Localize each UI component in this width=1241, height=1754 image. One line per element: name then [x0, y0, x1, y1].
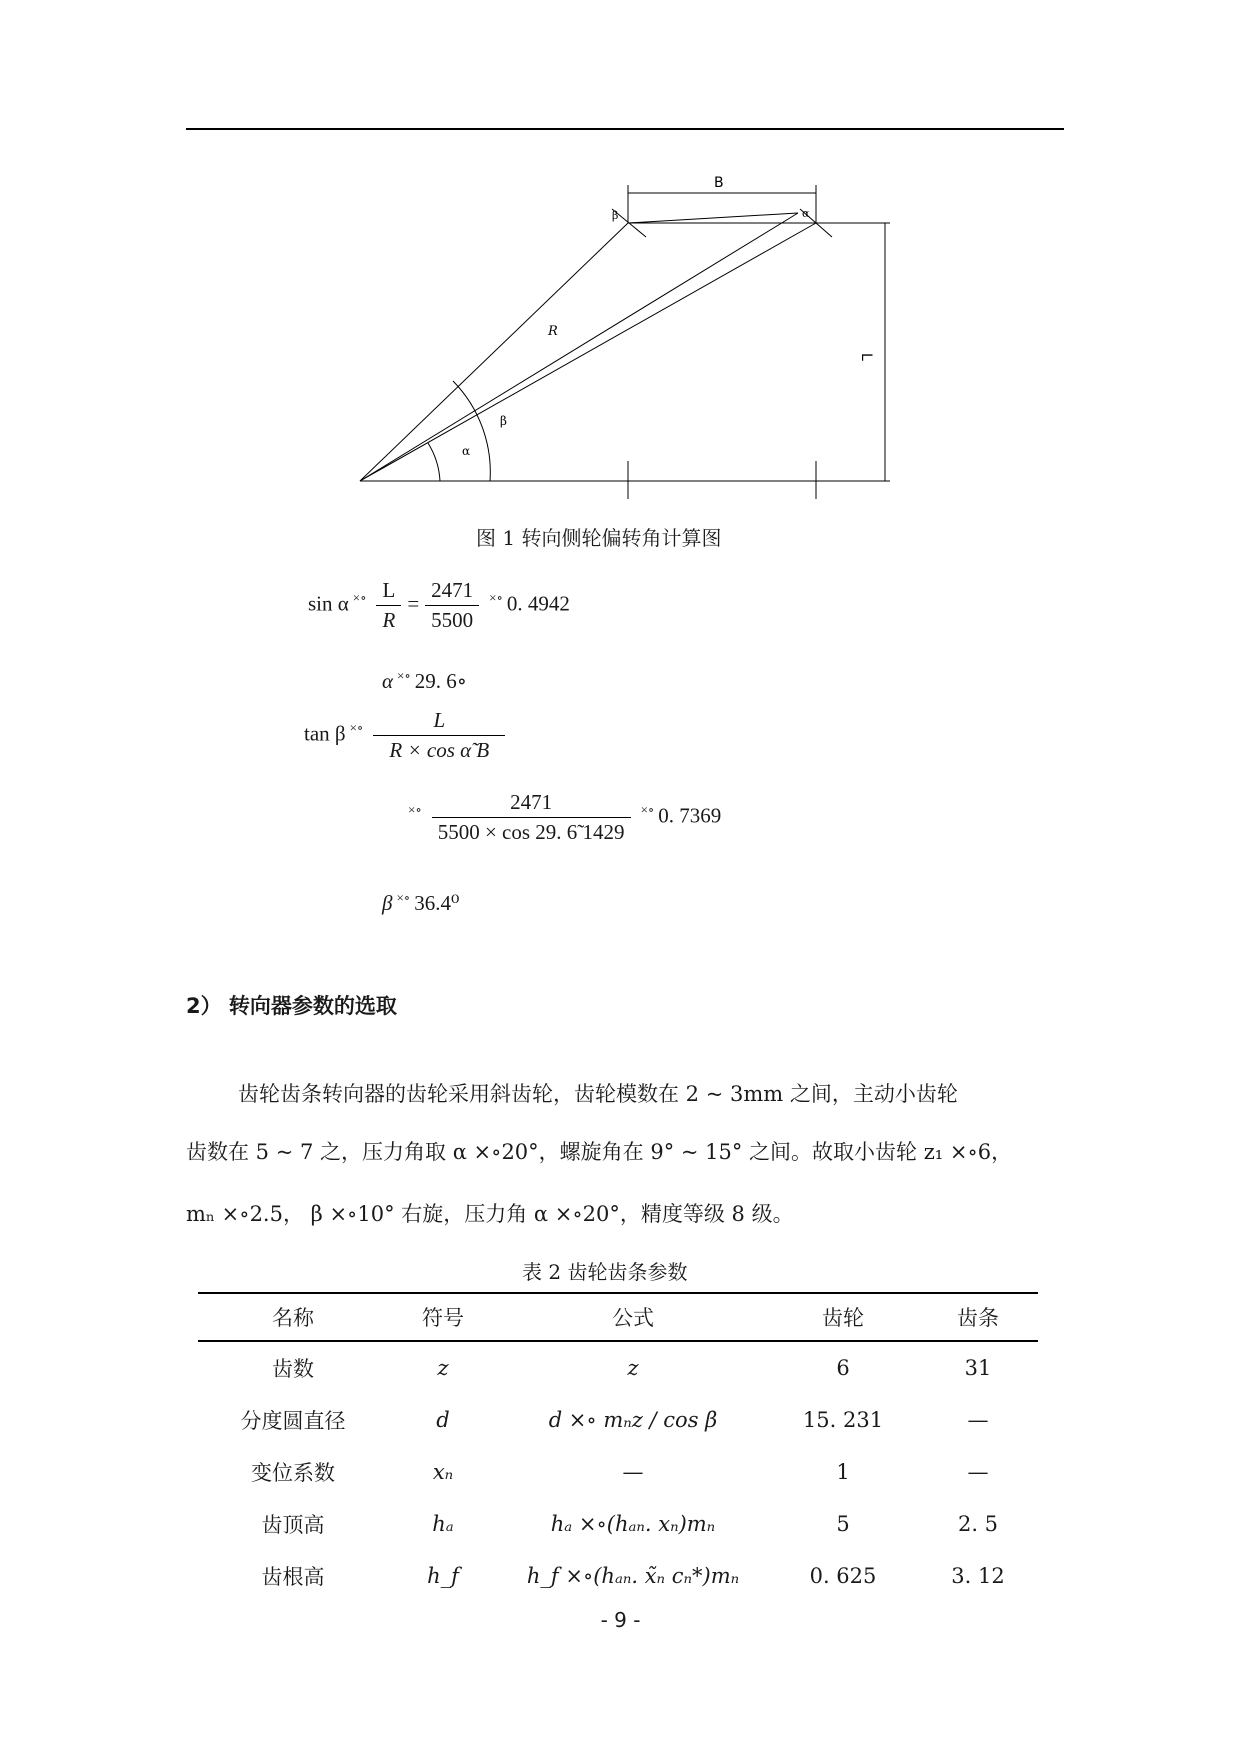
cell-formula: d ×∘ mₙz / cos β: [548, 1408, 718, 1432]
equation-beta-value: [382, 890, 459, 916]
cell-rack: 2. 5: [957, 1512, 999, 1536]
equation-tan-beta: [304, 708, 511, 763]
header-rack: 齿条: [918, 1293, 1038, 1341]
eq3-fraction: [373, 708, 505, 763]
cell-name: 齿数: [272, 1357, 314, 1381]
eq1-sym: ×∘: [352, 590, 367, 606]
eq3-lhs: tan β: [304, 721, 346, 746]
cell-name: 变位系数: [251, 1461, 335, 1485]
eq5-var: β: [382, 891, 393, 915]
table-row: [198, 1394, 1038, 1446]
label-B: B: [714, 175, 724, 191]
cell-name: 分度圆直径: [240, 1409, 346, 1433]
cell-gear: 0. 625: [809, 1564, 877, 1588]
cell-rack: —: [967, 1408, 989, 1432]
cell-formula: z: [627, 1356, 639, 1380]
equation-tan-beta-value: [404, 790, 721, 845]
cell-symbol: d: [436, 1408, 450, 1432]
header-rule: [186, 128, 1064, 130]
label-alpha-top: α: [802, 207, 810, 220]
gear-rack-parameter-table: [198, 1292, 1038, 1602]
eq4-result: 0. 7369: [658, 803, 722, 828]
eq2-sym: ×∘: [397, 668, 411, 683]
eq1-lhs: sin α: [308, 591, 349, 616]
cell-gear: 1: [836, 1460, 850, 1484]
eq2-value: 29. 6∘: [414, 669, 468, 693]
eq3-sym: ×∘: [349, 720, 364, 736]
eq3-num: L: [373, 708, 505, 736]
cell-rack: 3. 12: [951, 1564, 1005, 1588]
table-caption: 表 2 齿轮齿条参数: [522, 1260, 688, 1284]
wheel-line-top: [628, 213, 798, 223]
cell-symbol: hₐ: [432, 1512, 454, 1536]
cell-gear: 15. 231: [802, 1408, 884, 1432]
eq1-sym2: ×∘: [489, 590, 503, 606]
cell-rack: 31: [964, 1356, 992, 1380]
section-heading: 2） 转向器参数的选取: [186, 994, 397, 1018]
cell-gear: 5: [836, 1512, 850, 1536]
header-symbol: 符号: [388, 1293, 498, 1341]
header-name: 名称: [198, 1293, 388, 1341]
radius-line-inner: [360, 213, 798, 481]
cell-formula: h_f ×∘(hₐₙ. x̃ₙ cₙ*)mₙ: [526, 1564, 740, 1588]
eq4-den: 5500 × cos 29. 6̃ 1429: [437, 820, 625, 844]
eq4-fraction: [432, 790, 631, 845]
eq1-fraction2: [425, 578, 479, 633]
equation-sin-alpha: [308, 578, 570, 633]
paragraph-line-3: mₙ ×∘2.5， β ×∘10° 右旋，压力角 α ×∘20°，精度等级 8 级。: [186, 1202, 794, 1226]
eq1-den: R: [382, 608, 396, 632]
label-L: L: [858, 353, 874, 361]
eq4-sym2: ×∘: [640, 802, 655, 818]
header-gear: 齿轮: [768, 1293, 918, 1341]
header-formula: 公式: [498, 1293, 768, 1341]
table-row: [198, 1446, 1038, 1498]
label-beta-top: β: [612, 209, 619, 222]
eq4-sym: ×∘: [408, 802, 422, 818]
label-R: R: [548, 324, 558, 339]
cell-symbol: h_f: [427, 1564, 459, 1588]
cell-symbol: xₙ: [432, 1460, 454, 1484]
cell-formula: —: [622, 1460, 644, 1484]
eq3-den: R × cos α̃ B: [389, 738, 490, 762]
table-row: [198, 1550, 1038, 1602]
table-row: [198, 1498, 1038, 1550]
equation-alpha-value: [382, 668, 467, 694]
cell-rack: —: [967, 1460, 989, 1484]
eq1-result: 0. 4942: [506, 591, 570, 616]
eq1-equals: =: [407, 591, 420, 616]
page-number: - 9 -: [600, 1608, 641, 1632]
eq1-fraction: [376, 578, 401, 633]
cell-formula: hₐ ×∘(hₐₙ. xₙ)mₙ: [550, 1512, 716, 1536]
cell-gear: 6: [836, 1356, 850, 1380]
cell-name: 齿根高: [261, 1565, 325, 1589]
label-alpha: α: [462, 444, 471, 458]
label-beta: β: [500, 414, 507, 428]
table-header-row: [198, 1293, 1038, 1341]
cell-name: 齿顶高: [261, 1513, 325, 1537]
eq5-value: 36.4⁰: [414, 891, 460, 915]
paragraph-line-1: 齿轮齿条转向器的齿轮采用斜齿轮，齿轮模数在 2 ~ 3mm 之间，主动小齿轮: [238, 1082, 958, 1106]
cell-symbol: z: [437, 1356, 449, 1380]
eq1-den2: 5500: [431, 608, 474, 632]
figure-caption: 图 1 转向侧轮偏转角计算图: [476, 526, 722, 550]
steering-angle-diagram: [350, 165, 910, 505]
alpha-arc: [428, 443, 440, 481]
beta-arc: [453, 381, 490, 481]
eq4-num: 2471: [432, 790, 631, 818]
table-row: [198, 1341, 1038, 1394]
paragraph-line-2: 齿数在 5 ~ 7 之，压力角取 α ×∘20°，螺旋角在 9° ~ 15° 之间。故取小齿轮 z₁ ×∘6，: [186, 1140, 1013, 1164]
eq1-num: L: [376, 578, 401, 606]
eq1-num2: 2471: [425, 578, 479, 606]
eq5-sym: ×∘: [396, 890, 411, 905]
eq2-var: α: [382, 669, 394, 693]
